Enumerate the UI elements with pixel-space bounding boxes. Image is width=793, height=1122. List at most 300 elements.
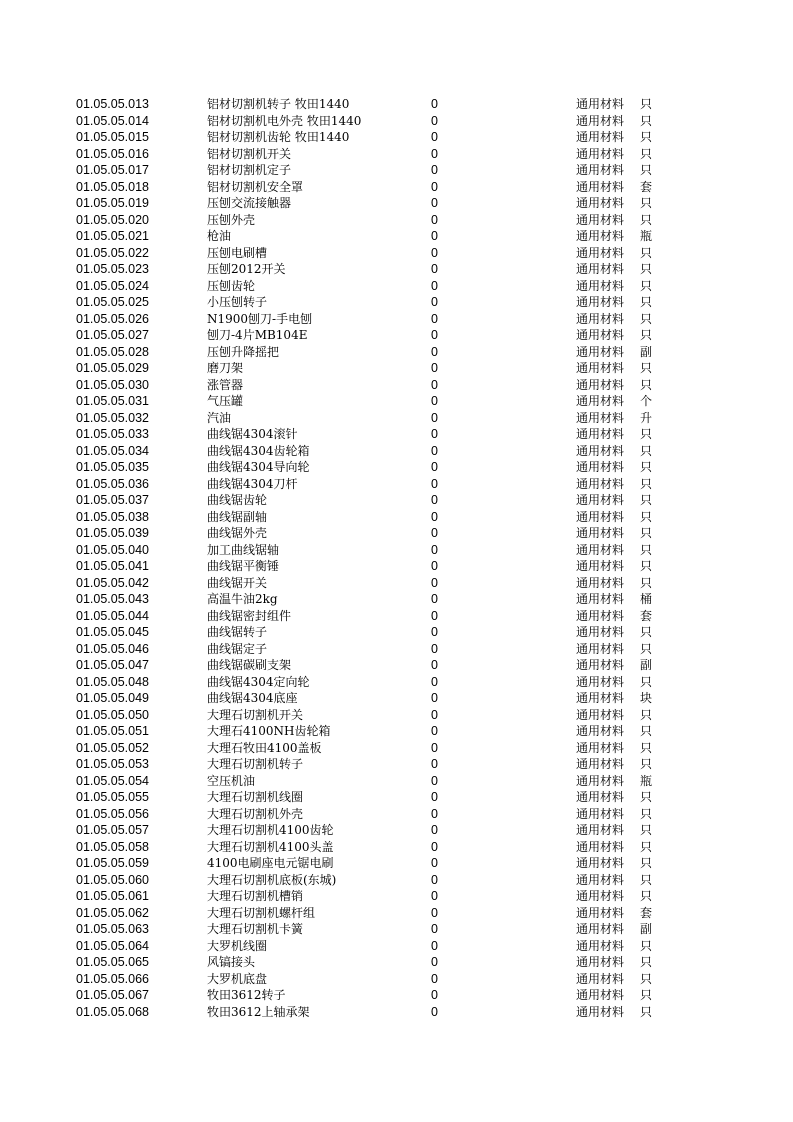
item-unit: 只 [640,443,653,458]
item-name: 大理石4100NH齿轮箱 [207,724,331,738]
item-name: 曲线锯转子 [207,625,268,639]
item-name: 大理石切割机开关 [207,707,304,722]
item-unit: 只 [640,707,653,722]
item-name: 曲线锯开关 [207,575,268,590]
table-row [0,426,793,443]
item-name: 空压机油 [207,773,256,788]
item-unit: 只 [640,212,653,227]
item-name: 风镐接头 [207,955,256,969]
table-row [0,360,793,377]
table-row [0,839,793,856]
item-quantity: 0 [431,707,438,722]
item-category: 通用材料 [576,146,625,161]
item-name: 曲线锯4304刀杆 [207,476,298,491]
table-row [0,1004,793,1021]
item-quantity: 0 [431,575,438,590]
item-category: 通用材料 [576,196,625,210]
item-unit: 只 [640,427,653,441]
item-category: 通用材料 [576,361,625,375]
item-name: 铝材切割机齿轮 牧田1440 [207,130,350,144]
item-category: 通用材料 [576,130,625,144]
item-code: 01.05.05.017 [76,163,149,177]
item-quantity: 0 [431,344,438,359]
item-unit: 只 [640,245,653,260]
table-row [0,327,793,344]
item-name: 大理石切割机底板(东城) [207,872,337,887]
item-quantity: 0 [431,872,438,887]
table-row [0,113,793,130]
table-row [0,624,793,641]
item-unit: 只 [640,460,653,474]
item-code: 01.05.05.038 [76,509,149,524]
item-category: 通用材料 [576,806,625,821]
item-unit: 只 [640,146,653,161]
item-category: 通用材料 [576,229,625,243]
item-code: 01.05.05.025 [76,295,149,309]
table-row [0,591,793,608]
item-quantity: 0 [431,196,438,210]
item-quantity: 0 [431,658,438,672]
item-unit: 只 [640,311,653,326]
item-code: 01.05.05.024 [76,278,149,293]
table-row [0,410,793,427]
item-quantity: 0 [431,262,438,276]
item-name: 曲线锯定子 [207,641,268,656]
item-unit: 只 [640,889,653,903]
table-row [0,987,793,1004]
item-name: 曲线锯外壳 [207,526,268,540]
item-name: 曲线锯平衡锤 [207,559,280,573]
item-category: 通用材料 [576,460,625,474]
item-quantity: 0 [431,229,438,243]
item-quantity: 0 [431,493,438,507]
item-quantity: 0 [431,146,438,161]
item-unit: 副 [640,922,653,936]
item-category: 通用材料 [576,823,625,837]
table-row [0,608,793,625]
item-quantity: 0 [431,212,438,227]
item-category: 通用材料 [576,724,625,738]
item-quantity: 0 [431,905,438,920]
item-code: 01.05.05.040 [76,542,149,557]
item-category: 通用材料 [576,971,625,986]
item-category: 通用材料 [576,839,625,854]
item-code: 01.05.05.030 [76,377,149,392]
table-row [0,146,793,163]
item-quantity: 0 [431,394,438,408]
item-quantity: 0 [431,509,438,524]
item-name: 曲线锯齿轮 [207,493,268,507]
item-name: 压刨交流接触器 [207,196,292,210]
item-unit: 只 [640,328,653,342]
item-quantity: 0 [431,691,438,705]
item-category: 通用材料 [576,740,625,755]
item-quantity: 0 [431,130,438,144]
item-category: 通用材料 [576,658,625,672]
item-name: 大理石牧田4100盖板 [207,740,322,755]
table-row [0,855,793,872]
item-category: 通用材料 [576,905,625,920]
item-code: 01.05.05.062 [76,905,149,920]
item-code: 01.05.05.050 [76,707,149,722]
item-unit: 瓶 [640,229,653,243]
item-category: 通用材料 [576,394,625,408]
item-name: 大理石切割机外壳 [207,806,304,821]
item-name: 铝材切割机电外壳 牧田1440 [207,113,362,128]
item-unit: 只 [640,856,653,870]
table-row [0,657,793,674]
item-unit: 桶 [640,592,653,606]
item-code: 01.05.05.046 [76,641,149,656]
item-quantity: 0 [431,163,438,177]
table-row [0,789,793,806]
item-quantity: 0 [431,988,438,1002]
item-code: 01.05.05.029 [76,361,149,375]
item-quantity: 0 [431,476,438,491]
item-category: 通用材料 [576,707,625,722]
item-unit: 副 [640,344,653,359]
item-category: 通用材料 [576,856,625,870]
item-unit: 只 [640,575,653,590]
item-name: 大理石切割机槽销 [207,889,304,903]
table-row [0,806,793,823]
item-category: 通用材料 [576,245,625,260]
item-quantity: 0 [431,559,438,573]
item-category: 通用材料 [576,608,625,623]
item-code: 01.05.05.044 [76,608,149,623]
item-name: 大理石切割机卡簧 [207,922,304,936]
item-code: 01.05.05.042 [76,575,149,590]
item-name: 大罗机线圈 [207,938,268,953]
table-row [0,476,793,493]
item-category: 通用材料 [576,641,625,656]
table-row [0,674,793,691]
item-category: 通用材料 [576,955,625,969]
table-row [0,96,793,113]
item-code: 01.05.05.065 [76,955,149,969]
item-code: 01.05.05.053 [76,757,149,771]
item-code: 01.05.05.059 [76,856,149,870]
item-category: 通用材料 [576,328,625,342]
item-category: 通用材料 [576,179,625,194]
table-row [0,641,793,658]
item-category: 通用材料 [576,377,625,392]
item-unit: 只 [640,988,653,1002]
item-code: 01.05.05.052 [76,740,149,755]
table-row [0,525,793,542]
item-unit: 只 [640,757,653,771]
item-unit: 只 [640,163,653,177]
item-unit: 只 [640,97,653,111]
item-category: 通用材料 [576,988,625,1002]
item-unit: 只 [640,839,653,854]
item-code: 01.05.05.016 [76,146,149,161]
item-quantity: 0 [431,460,438,474]
item-code: 01.05.05.014 [76,113,149,128]
item-name: 大理石切割机螺杆组 [207,905,316,920]
item-code: 01.05.05.020 [76,212,149,227]
item-category: 通用材料 [576,872,625,887]
item-category: 通用材料 [576,97,625,111]
item-quantity: 0 [431,1004,438,1019]
item-unit: 只 [640,377,653,392]
item-unit: 只 [640,113,653,128]
item-unit: 只 [640,278,653,293]
item-code: 01.05.05.045 [76,625,149,639]
item-unit: 只 [640,476,653,491]
item-code: 01.05.05.013 [76,97,149,111]
item-quantity: 0 [431,971,438,986]
item-unit: 只 [640,625,653,639]
table-row [0,344,793,361]
item-code: 01.05.05.068 [76,1004,149,1019]
item-category: 通用材料 [576,559,625,573]
item-quantity: 0 [431,674,438,689]
item-quantity: 0 [431,608,438,623]
item-quantity: 0 [431,179,438,194]
table-row [0,707,793,724]
table-row [0,938,793,955]
item-unit: 只 [640,641,653,656]
item-category: 通用材料 [576,262,625,276]
table-row [0,542,793,559]
item-name: 高温牛油2kg [207,592,278,606]
item-code: 01.05.05.032 [76,410,149,425]
table-row [0,228,793,245]
item-name: 压刨电刷槽 [207,245,268,260]
item-quantity: 0 [431,361,438,375]
item-code: 01.05.05.023 [76,262,149,276]
item-code: 01.05.05.018 [76,179,149,194]
item-code: 01.05.05.066 [76,971,149,986]
table-row [0,195,793,212]
item-quantity: 0 [431,823,438,837]
item-category: 通用材料 [576,113,625,128]
item-category: 通用材料 [576,674,625,689]
item-code: 01.05.05.041 [76,559,149,573]
item-unit: 只 [640,790,653,804]
item-unit: 只 [640,806,653,821]
table-row [0,690,793,707]
item-quantity: 0 [431,295,438,309]
table-row [0,921,793,938]
item-category: 通用材料 [576,938,625,953]
item-category: 通用材料 [576,212,625,227]
item-code: 01.05.05.055 [76,790,149,804]
item-category: 通用材料 [576,311,625,326]
item-code: 01.05.05.067 [76,988,149,1002]
table-row [0,377,793,394]
table-row [0,756,793,773]
item-name: 大理石切割机线圈 [207,790,304,804]
item-quantity: 0 [431,311,438,326]
item-name: 汽油 [207,410,232,425]
table-row [0,212,793,229]
table-row [0,954,793,971]
item-name: 曲线锯4304底座 [207,691,298,705]
table-row [0,459,793,476]
item-quantity: 0 [431,625,438,639]
item-code: 01.05.05.063 [76,922,149,936]
item-quantity: 0 [431,542,438,557]
item-name: N1900刨刀-手电刨 [207,311,313,326]
item-code: 01.05.05.039 [76,526,149,540]
item-code: 01.05.05.035 [76,460,149,474]
table-row [0,245,793,262]
item-category: 通用材料 [576,427,625,441]
item-quantity: 0 [431,641,438,656]
table-row [0,492,793,509]
item-unit: 个 [640,394,653,408]
item-code: 01.05.05.019 [76,196,149,210]
item-code: 01.05.05.022 [76,245,149,260]
item-code: 01.05.05.015 [76,130,149,144]
item-code: 01.05.05.033 [76,427,149,441]
item-category: 通用材料 [576,889,625,903]
item-quantity: 0 [431,410,438,425]
item-quantity: 0 [431,773,438,788]
item-quantity: 0 [431,97,438,111]
item-code: 01.05.05.051 [76,724,149,738]
table-row [0,740,793,757]
item-code: 01.05.05.060 [76,872,149,887]
table-row [0,443,793,460]
item-quantity: 0 [431,839,438,854]
item-name: 大罗机底盘 [207,971,268,986]
item-quantity: 0 [431,328,438,342]
item-name: 小压刨转子 [207,295,268,309]
item-name: 曲线锯4304定向轮 [207,674,310,689]
item-unit: 只 [640,674,653,689]
item-name: 曲线锯4304滚针 [207,427,298,441]
item-unit: 块 [640,691,653,705]
table-row [0,773,793,790]
item-unit: 升 [640,410,653,425]
item-name: 曲线锯4304齿轮箱 [207,443,310,458]
item-code: 01.05.05.057 [76,823,149,837]
item-name: 大理石切割机4100齿轮 [207,823,334,837]
item-unit: 只 [640,938,653,953]
item-code: 01.05.05.061 [76,889,149,903]
item-name: 铝材切割机定子 [207,163,292,177]
item-category: 通用材料 [576,1004,625,1019]
item-unit: 只 [640,295,653,309]
item-name: 加工曲线锯轴 [207,542,280,557]
item-name: 压刨外壳 [207,212,256,227]
item-code: 01.05.05.031 [76,394,149,408]
item-quantity: 0 [431,245,438,260]
table-row [0,905,793,922]
item-unit: 只 [640,559,653,573]
item-quantity: 0 [431,443,438,458]
table-row [0,278,793,295]
item-unit: 只 [640,130,653,144]
item-code: 01.05.05.027 [76,328,149,342]
item-name: 气压罐 [207,394,244,408]
item-name: 牧田3612上轴承架 [207,1004,310,1019]
item-name: 曲线锯密封组件 [207,608,292,623]
item-name: 曲线锯碳刷支架 [207,658,292,672]
item-name: 压刨齿轮 [207,278,256,293]
item-code: 01.05.05.028 [76,344,149,359]
item-name: 涨管器 [207,377,244,392]
item-category: 通用材料 [576,922,625,936]
item-unit: 只 [640,872,653,887]
item-quantity: 0 [431,806,438,821]
item-category: 通用材料 [576,625,625,639]
item-unit: 只 [640,823,653,837]
item-category: 通用材料 [576,691,625,705]
item-category: 通用材料 [576,344,625,359]
item-name: 铝材切割机转子 牧田1440 [207,97,350,111]
item-name: 枪油 [207,229,232,243]
item-category: 通用材料 [576,493,625,507]
item-unit: 只 [640,526,653,540]
item-name: 4100电刷座电元锯电刷 [207,856,334,870]
item-category: 通用材料 [576,526,625,540]
item-name: 大理石切割机转子 [207,757,304,771]
table-row [0,971,793,988]
item-category: 通用材料 [576,278,625,293]
item-quantity: 0 [431,113,438,128]
item-code: 01.05.05.034 [76,443,149,458]
item-quantity: 0 [431,377,438,392]
item-category: 通用材料 [576,443,625,458]
item-code: 01.05.05.026 [76,311,149,326]
item-unit: 只 [640,955,653,969]
item-unit: 只 [640,1004,653,1019]
table-row [0,129,793,146]
item-unit: 只 [640,361,653,375]
item-category: 通用材料 [576,575,625,590]
table-row [0,509,793,526]
item-name: 压刨2012开关 [207,262,286,276]
item-code: 01.05.05.043 [76,592,149,606]
item-unit: 只 [640,542,653,557]
table-row [0,575,793,592]
item-name: 刨刀-4片MB104E [207,328,308,342]
table-row [0,822,793,839]
table-row [0,558,793,575]
item-name: 铝材切割机开关 [207,146,292,161]
item-category: 通用材料 [576,476,625,491]
item-code: 01.05.05.048 [76,674,149,689]
item-name: 曲线锯4304导向轮 [207,460,310,474]
item-code: 01.05.05.064 [76,938,149,953]
item-unit: 只 [640,262,653,276]
table-row [0,723,793,740]
item-name: 铝材切割机安全罩 [207,179,304,194]
item-quantity: 0 [431,592,438,606]
inventory-table [0,96,793,1020]
item-category: 通用材料 [576,542,625,557]
item-category: 通用材料 [576,410,625,425]
item-quantity: 0 [431,526,438,540]
item-quantity: 0 [431,427,438,441]
item-name: 曲线锯副轴 [207,509,268,524]
item-quantity: 0 [431,955,438,969]
item-code: 01.05.05.056 [76,806,149,821]
item-name: 压刨升降摇把 [207,344,280,359]
item-quantity: 0 [431,790,438,804]
item-code: 01.05.05.058 [76,839,149,854]
item-quantity: 0 [431,889,438,903]
table-row [0,311,793,328]
item-quantity: 0 [431,278,438,293]
item-code: 01.05.05.054 [76,773,149,788]
item-quantity: 0 [431,856,438,870]
item-category: 通用材料 [576,163,625,177]
